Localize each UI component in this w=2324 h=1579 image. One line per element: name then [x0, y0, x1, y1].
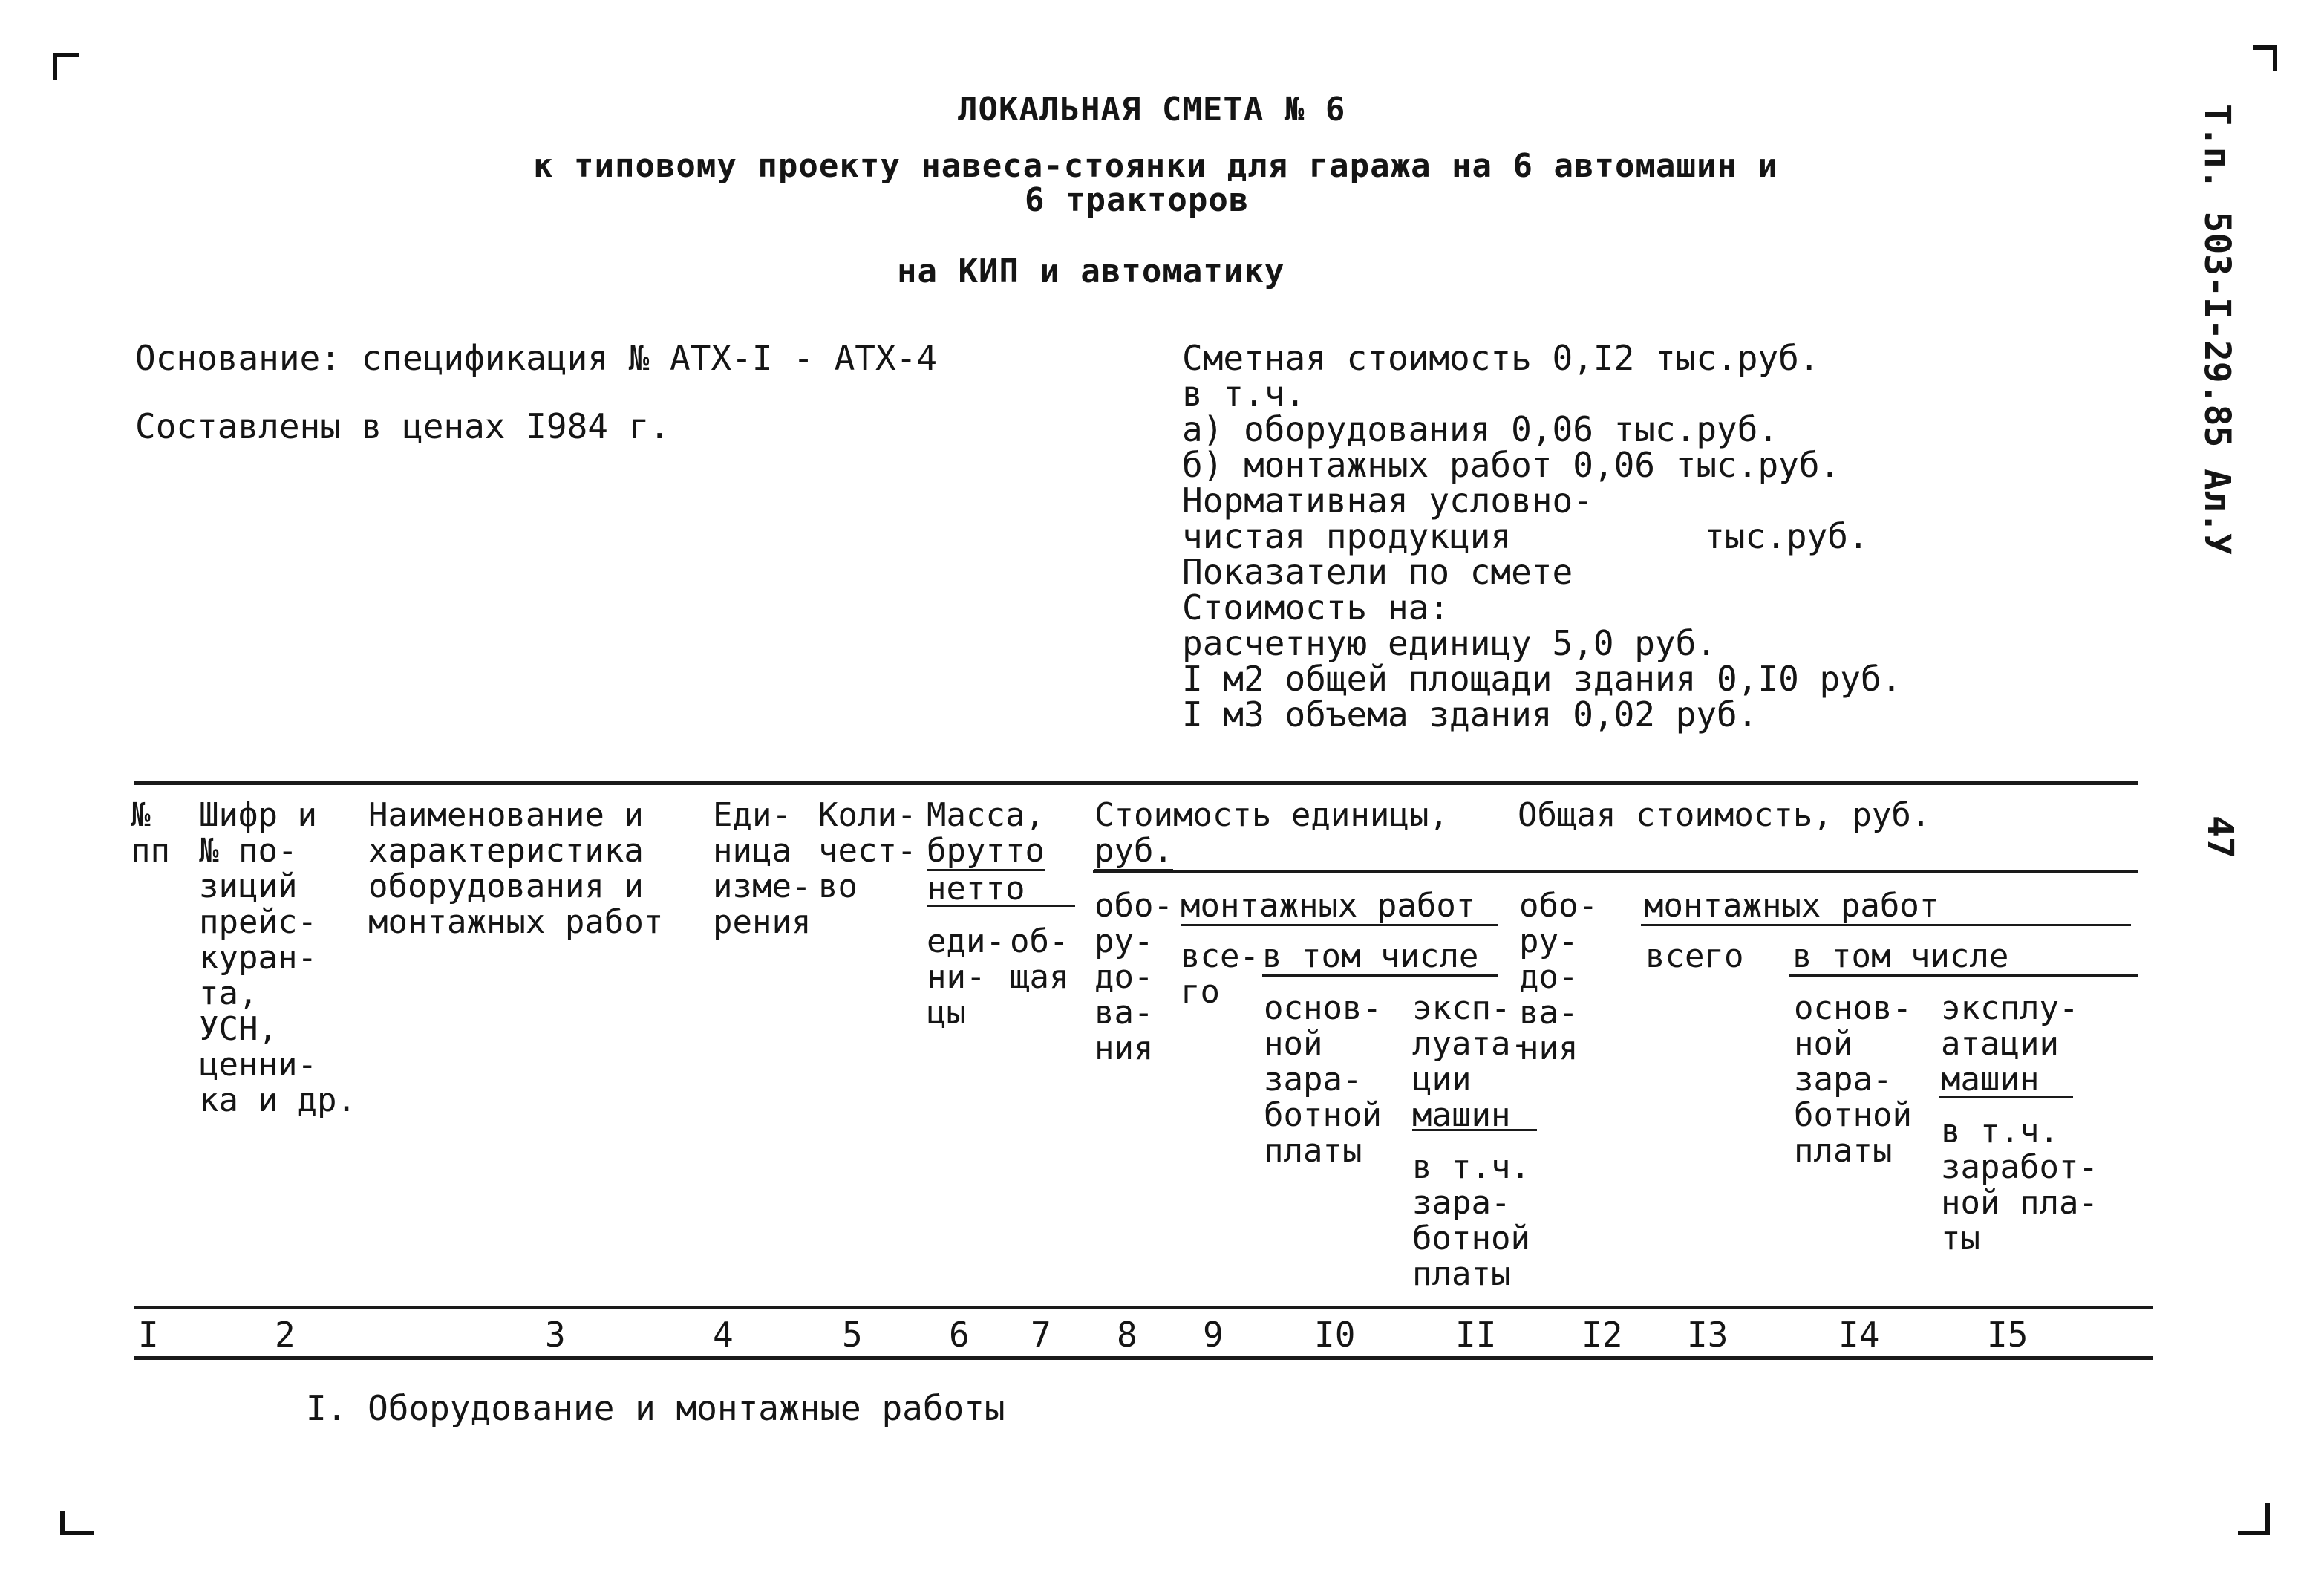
cost-line — [1182, 518, 1902, 554]
col5-header — [818, 798, 916, 905]
col2-header — [199, 798, 356, 1119]
column-number: 6 — [949, 1315, 970, 1355]
header-line: Шифр и — [199, 796, 317, 834]
total-cost-header: Общая стоимость, руб. — [1518, 796, 1931, 834]
header-line: ва- — [1094, 994, 1154, 1032]
header-line: зара- — [1412, 1184, 1511, 1222]
header-line: чест- — [818, 832, 917, 870]
cost-line: а) оборудования 0,06 тыс.руб. — [1182, 409, 1779, 449]
header-line: платы — [1412, 1255, 1511, 1293]
header-line: брутто — [927, 832, 1045, 870]
incl-total-header: в том числе — [1792, 937, 2009, 975]
column-number: 7 — [1031, 1315, 1051, 1355]
cost-line: Стоимость на: — [1182, 587, 1450, 628]
column-number: 5 — [842, 1315, 863, 1355]
column-number: I3 — [1687, 1315, 1729, 1355]
corner-mark-bottom-right — [2235, 1500, 2272, 1537]
cost-line: Сметная стоимость 0,I2 тыс.руб. — [1182, 338, 1820, 378]
corner-mark-bottom-left — [59, 1508, 97, 1537]
column-number: I — [138, 1315, 159, 1355]
cost-line: в т.ч. — [1182, 374, 1306, 414]
header-line: ница — [713, 832, 791, 870]
header-line: оборудования и — [368, 867, 644, 905]
header-line: № — [131, 796, 151, 834]
header-line: ни- — [927, 958, 986, 996]
header-line: зиций — [199, 867, 298, 905]
col14-header — [1794, 991, 1912, 1169]
header-line: щая — [1010, 958, 1069, 996]
document-subtitle-cont: 6 тракторов — [1025, 181, 1250, 219]
col15-sub-header — [1941, 1114, 2098, 1257]
cost-line: I м2 общей площади здания 0,I0 руб. — [1182, 659, 1902, 699]
header-line: во — [818, 867, 858, 905]
col11-header — [1412, 991, 1530, 1133]
header-line: Масса, — [927, 796, 1045, 834]
header-line: еди- — [927, 922, 1005, 960]
header-line: машин — [1412, 1096, 1511, 1134]
header-line: ты — [1941, 1220, 1980, 1257]
cost-line: Нормативная условно- — [1182, 481, 1593, 521]
net-product-label: чистая продукция — [1182, 516, 1512, 556]
col13-header: всего — [1645, 937, 1744, 975]
header-line: ру- — [1519, 922, 1579, 960]
header-line: ции — [1412, 1061, 1472, 1098]
header-line: заработ- — [1941, 1148, 2098, 1186]
header-line: Стоимость единицы, — [1094, 796, 1449, 834]
header-line: эксплу- — [1941, 989, 2079, 1027]
header-line: пп — [131, 832, 170, 870]
column-numbers-rule — [134, 1356, 2153, 1360]
header-bottom-rule — [134, 1306, 2153, 1309]
cost-line: Показатели по смете — [1182, 552, 1573, 592]
mount-unit-header: монтажных работ — [1181, 887, 1476, 925]
header-line: характеристика — [368, 832, 644, 870]
col12-header — [1519, 888, 1598, 1067]
header-line: ботной — [1264, 1096, 1382, 1134]
header-line: ру- — [1094, 922, 1154, 960]
header-line: луата- — [1412, 1025, 1530, 1063]
cost-line: расчетную единицу 5,0 руб. — [1182, 623, 1717, 663]
header-line: руб. — [1094, 832, 1173, 870]
header-line: в т.ч. — [1412, 1148, 1530, 1186]
header-line: ной — [1794, 1025, 1853, 1063]
header-line: Коли- — [818, 796, 917, 834]
col8-header — [1094, 888, 1173, 1067]
header-line: № по- — [199, 832, 298, 870]
page-number: 47 — [2199, 815, 2241, 859]
header-line: платы — [1264, 1132, 1362, 1170]
header-line: платы — [1794, 1132, 1893, 1170]
header-line: до- — [1094, 958, 1154, 996]
section-title: I. Оборудование и монтажные работы — [306, 1388, 1005, 1428]
header-line: ботной — [1794, 1096, 1912, 1134]
header-line: го — [1181, 973, 1220, 1011]
header-line: ва- — [1519, 994, 1579, 1032]
col15-header — [1941, 991, 2078, 1098]
header-line: та, — [199, 974, 258, 1012]
col1-header — [131, 798, 170, 869]
header-line: эксп- — [1412, 989, 1511, 1027]
header-line: Еди- — [713, 796, 791, 834]
header-line: в т.ч. — [1941, 1113, 2059, 1150]
col9-header — [1181, 939, 1259, 1010]
header-line: Наименование и — [368, 796, 644, 834]
header-line: атации — [1941, 1025, 2059, 1063]
column-number: II — [1455, 1315, 1497, 1355]
incl-unit-header: в том числе — [1262, 937, 1479, 975]
mass-header — [927, 798, 1045, 907]
header-line: обо- — [1519, 887, 1598, 925]
header-line: основ- — [1264, 989, 1382, 1027]
column-number: 9 — [1203, 1315, 1224, 1355]
header-line: куран- — [199, 939, 317, 977]
header-line: ценни- — [199, 1046, 317, 1084]
col7-header — [1010, 924, 1068, 995]
column-number: I0 — [1314, 1315, 1356, 1355]
header-line: ния — [1519, 1029, 1579, 1067]
column-number: 2 — [275, 1315, 296, 1355]
mount-total-header: монтажных работ — [1644, 887, 1939, 925]
col4-header — [713, 798, 811, 940]
prices-line: Составлены в ценах I984 г. — [135, 406, 670, 446]
header-line: об- — [1010, 922, 1069, 960]
unit-cost-header — [1094, 798, 1449, 871]
header-line: зара- — [1264, 1061, 1362, 1098]
column-number: I5 — [1987, 1315, 2028, 1355]
header-line: ка и др. — [199, 1081, 356, 1119]
col11-sub-header — [1412, 1150, 1530, 1292]
header-line: прейс- — [199, 903, 317, 941]
corner-mark-top-left — [52, 52, 82, 82]
cost-summary — [1182, 338, 1902, 735]
table-top-rule — [134, 781, 2138, 785]
header-line: обо- — [1094, 887, 1173, 925]
document-subtitle: к типовому проекту навеса-стоянки для гаража на 6 автомашин и — [533, 147, 1778, 185]
col6-header — [927, 924, 1005, 1031]
header-line: изме- — [713, 867, 812, 905]
header-line: ботной — [1412, 1220, 1530, 1257]
header-line: основ- — [1794, 989, 1912, 1027]
header-line: зара- — [1794, 1061, 1893, 1098]
column-number: 3 — [545, 1315, 566, 1355]
column-number: I4 — [1838, 1315, 1880, 1355]
header-line: все- — [1181, 937, 1259, 975]
net-product-unit: тыс.руб. — [1704, 516, 1869, 556]
document-title: ЛОКАЛЬНАЯ СМЕТА № 6 — [958, 91, 1346, 128]
cost-line: б) монтажных работ 0,06 тыс.руб. — [1182, 445, 1841, 485]
header-line: нетто — [927, 870, 1025, 908]
document-scope: на КИП и автоматику — [897, 253, 1285, 290]
project-code-label: Т.п. 503-I-29.85 Ал.У — [2196, 104, 2238, 555]
column-number: 4 — [713, 1315, 734, 1355]
header-line: до- — [1519, 958, 1579, 996]
column-number: I2 — [1582, 1315, 1623, 1355]
header-line: монтажных работ — [368, 903, 664, 941]
header-line: ной пла- — [1941, 1184, 2098, 1222]
col10-header — [1264, 991, 1382, 1169]
header-line: машин — [1941, 1061, 2040, 1098]
header-line: ния — [1094, 1029, 1154, 1067]
column-number: 8 — [1117, 1315, 1137, 1355]
header-line: цы — [927, 994, 966, 1032]
basis-line: Основание: спецификация № АТХ-I - АТХ-4 — [135, 338, 938, 378]
cost-line: I м3 объема здания 0,02 руб. — [1182, 694, 1758, 735]
corner-mark-top-right — [2250, 45, 2279, 74]
col3-header — [368, 798, 663, 940]
header-line: ной — [1264, 1025, 1323, 1063]
header-line: УСН, — [199, 1010, 278, 1048]
header-line: рения — [713, 903, 812, 941]
